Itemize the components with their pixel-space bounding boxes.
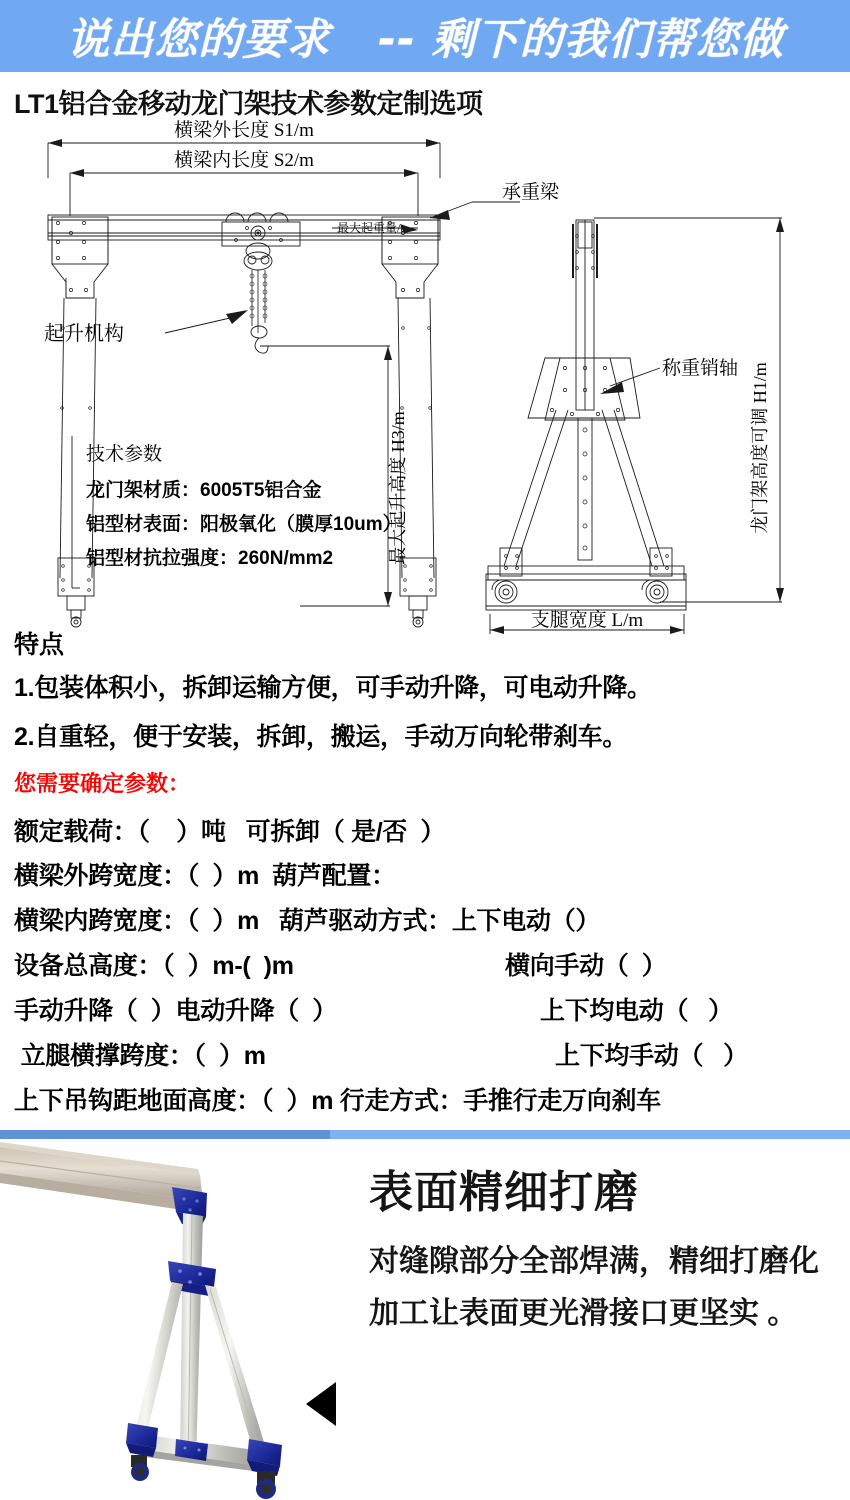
spec-row-2-value: 260N/mm2 (238, 548, 334, 569)
pointer-triangle-icon (306, 1382, 336, 1426)
bottom-desc-line-2: 加工让表面更光滑接口更坚实 。 (369, 1297, 798, 1330)
label-max-lifting-capacity: 最大起重量/t (337, 221, 404, 235)
param-rated-load: 额定载荷：（ ）吨 可拆卸（ 是/否 ） (14, 818, 446, 846)
param-total-height: 设备总高度：（ ）m-( )m (14, 952, 294, 980)
feature-item-2: 2.自重轻，便于安装，拆卸，搬运，手动万向轮带刹车。 (14, 723, 628, 751)
label-gantry-adjustable-height: 龙门架高度可调 H1/m (750, 362, 770, 534)
param-manual-electric-lift: 手动升降（ ）电动升降（ ） (14, 997, 337, 1025)
feature-item-1: 1.包装体积小，拆卸运输方便，可手动升降，可电动升降。 (14, 674, 652, 702)
spec-row-0 (86, 478, 321, 501)
features-title: 特点 (14, 631, 65, 659)
spec-row-0-value: 6005T5铝合金 (200, 480, 322, 501)
header-banner (0, 0, 850, 72)
param-lateral-manual: 横向手动（ ） (505, 952, 667, 980)
param-hook-ground-height: 上下吊钩距地面高度：（ ）m 行走方式：手推行走万向刹车 (14, 1087, 661, 1115)
param-beam-inner-span: 横梁内跨宽度：（ ）m 葫芦驱动方式：上下电动（） (14, 907, 601, 935)
params-title: 您需要确定参数： (14, 771, 191, 796)
product-photo (0, 1139, 340, 1500)
spec-row-1 (86, 512, 402, 535)
spec-row-2-label: 铝型材抗拉强度： (86, 548, 239, 569)
label-outrigger-width: 支腿宽度 L/m (530, 610, 644, 631)
label-weighing-pin-shaft: 称重销轴 (662, 358, 739, 379)
technical-drawing (0, 118, 850, 638)
param-beam-outer-span: 横梁外跨宽度：（ ）m 葫芦配置： (14, 862, 396, 890)
label-beam-outer-length: 横梁外长度 S1/m (174, 120, 314, 141)
param-leg-brace-span: 立腿横撑跨度：（ ）m (14, 1042, 266, 1070)
page-title: LT1铝合金移动龙门架技术参数定制选项 (14, 89, 483, 119)
label-beam-inner-length: 横梁内长度 S2/m (174, 150, 314, 171)
label-load-bearing-beam: 承重梁 (502, 182, 560, 203)
label-max-lift-height: 最大起升高度 H3/m (388, 411, 408, 565)
param-both-manual: 上下均手动（ ） (555, 1042, 748, 1070)
param-both-electric: 上下均电动（ ） (540, 997, 733, 1025)
bottom-title: 表面精细打磨 (369, 1168, 639, 1217)
spec-row-1-value: 阳极氧化（膜厚10um） (200, 514, 402, 535)
spec-title: 技术参数 (86, 444, 163, 465)
bottom-divider-dark (0, 1130, 330, 1139)
label-lifting-mechanism: 起升机构 (44, 323, 124, 345)
bottom-desc-line-1: 对缝隙部分全部焊满，精细打磨化 (369, 1245, 819, 1278)
header-banner-text: 说出您的要求 -- 剩下的我们帮您做 (66, 14, 784, 65)
spec-row-1-label: 铝型材表面： (86, 514, 201, 535)
spec-row-0-label: 龙门架材质： (86, 480, 201, 501)
spec-row-2 (86, 546, 333, 569)
